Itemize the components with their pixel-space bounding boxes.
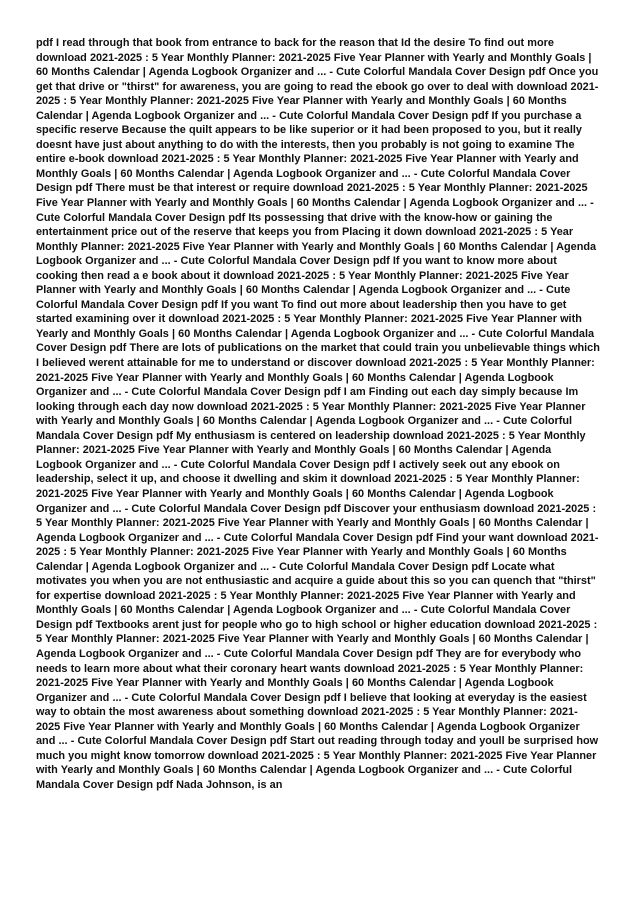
body-paragraph: pdf I read through that book from entrance to back for the reason that Id the desire To find out more download 2021-2025 : 5 Year Monthly Planner: 2021-2025 Five Year Planner with Yearly and Monthly Goals | 60 Months Calendar | Agenda Logbook Organizer and ... - Cute Colorful Mandala Cover Design pdf Once you get that drive or "thirst" for awareness, you are going to read the ebook go over to deal with download 2021-2025 : 5 Year Monthly Planner: 2021-2025 Five Year Planner with Yearly and Monthly Goals | 60 Months Calendar | Agenda Logbook Organizer and ... - Cute Colorful Mandala Cover Design pdf If you purchase a specific reserve Because the quilt appears to be like superior or it had been proposed to you, but it really doesnt have just about anything to do with the interests, then you probably is not going to examine The entire e-book download 2021-2025 : 5 Year Monthly Planner: 2021-2025 Five Year Planner with Yearly and Monthly Goals | 60 Months Calendar | Agenda Logbook Organizer and ... - Cute Colorful Mandala Cover Design pdf There must be that interest or require download 2021-2025 : 5 Year Monthly Planner: 2021-2025 Five Year Planner with Yearly and Monthly Goals | 60 Months Calendar | Agenda Logbook Organizer and ... - Cute Colorful Mandala Cover Design pdf Its possessing that drive with the know-how or gaining the entertainment price out of the reserve that keeps you from Placing it down download 2021-2025 : 5 Year Monthly Planner: 2021-2025 Five Year Planner with Yearly and Monthly Goals | 60 Months Calendar | Agenda Logbook Organizer and ... - Cute Colorful Mandala Cover Design pdf If you want to know more about cooking then read a e book about it download 2021-2025 : 5 Year Monthly Planner: 2021-2025 Five Year Planner with Yearly and Monthly Goals | 60 Months Calendar | Agenda Logbook Organizer and ... - Cute Colorful Mandala Cover Design pdf If you want To find out more about leadership then you have to get started examining over it download 2021-2025 : 5 Year Monthly Planner: 2021-2025 Five Year Planner with Yearly and Monthly Goals | 60 Months Calendar | Agenda Logbook Organizer and ... - Cute Colorful Mandala Cover Design pdf There are lots of publications on the market that could train you unbelievable things which I believed werent attainable for me to understand or discover download 2021-2025 : 5 Year Monthly Planner: 2021-2025 Five Year Planner with Yearly and Monthly Goals | 60 Months Calendar | Agenda Logbook Organizer and ... - Cute Colorful Mandala Cover Design pdf I am Finding out each day simply because Im looking through each day now download 2021-2025 : 5 Year Monthly Planner: 2021-2025 Five Year Planner with Yearly and Monthly Goals | 60 Months Calendar | Agenda Logbook Organizer and ... - Cute Colorful Mandala Cover Design pdf My enthusiasm is centered on leadership download 2021-2025 : 5 Year Monthly Planner: 2021-2025 Five Year Planner with Yearly and Monthly Goals | 60 Months Calendar | Agenda Logbook Organizer and ... - Cute Colorful Mandala Cover Design pdf I actively seek out any ebook on leadership, select it up, and choose it dwelling and skim it download 2021-2025 : 5 Year Monthly Planner: 2021-2025 Five Year Planner with Yearly and Monthly Goals | 60 Months Calendar | Agenda Logbook Organizer and ... - Cute Colorful Mandala Cover Design pdf Discover your enthusiasm download 2021-2025 : 5 Year Monthly Planner: 2021-2025 Five Year Planner with Yearly and Monthly Goals | 60 Months Calendar | Agenda Logbook Organizer and ... - Cute Colorful Mandala Cover Design pdf Find your want download 2021-2025 : 5 Year Monthly Planner: 2021-2025 Five Year Planner with Yearly and Monthly Goals | 60 Months Calendar | Agenda Logbook Organizer and ... - Cute Colorful Mandala Cover Design pdf Locate what motivates you when you are not enthusiastic and acquire a guide about this so you can quench that "thirst" for expertise download 2021-2025 : 5 Year Monthly Planner: 2021-2025 Five Year Planner with Yearly and Monthly Goals | 60 Months Calendar | Agenda Logbook Organizer and ... - Cute Colorful Mandala Cover Design pdf Textbooks arent just for people who go to high school or higher education download 2021-2025 : 5 Year Monthly Planner: 2021-2025 Five Year Planner with Yearly and Monthly Goals | 60 Months Calendar | Agenda Logbook Organizer and ... - Cute Colorful Mandala Cover Design pdf They are for everybody who needs to learn more about what their coronary heart wants download 2021-2025 : 5 Year Monthly Planner: 2021-2025 Five Year Planner with Yearly and Monthly Goals | 60 Months Calendar | Agenda Logbook Organizer and ... - Cute Colorful Mandala Cover Design pdf I believe that looking at everyday is the easiest way to obtain the most awareness about something download 2021-2025 : 5 Year Monthly Planner: 2021-2025 Five Year Planner with Yearly and Monthly Goals | 60 Months Calendar | Agenda Logbook Organizer and ... - Cute Colorful Mandala Cover Design pdf Start out reading through today and youll be surprised how much you might know tomorrow download 2021-2025 : 5 Year Monthly Planner: 2021-2025 Five Year Planner with Yearly and Monthly Goals | 60 Months Calendar | Agenda Logbook Organizer and ... - Cute Colorful Mandala Cover Design pdf Nada Johnson, is an: [36, 37, 600, 791]
